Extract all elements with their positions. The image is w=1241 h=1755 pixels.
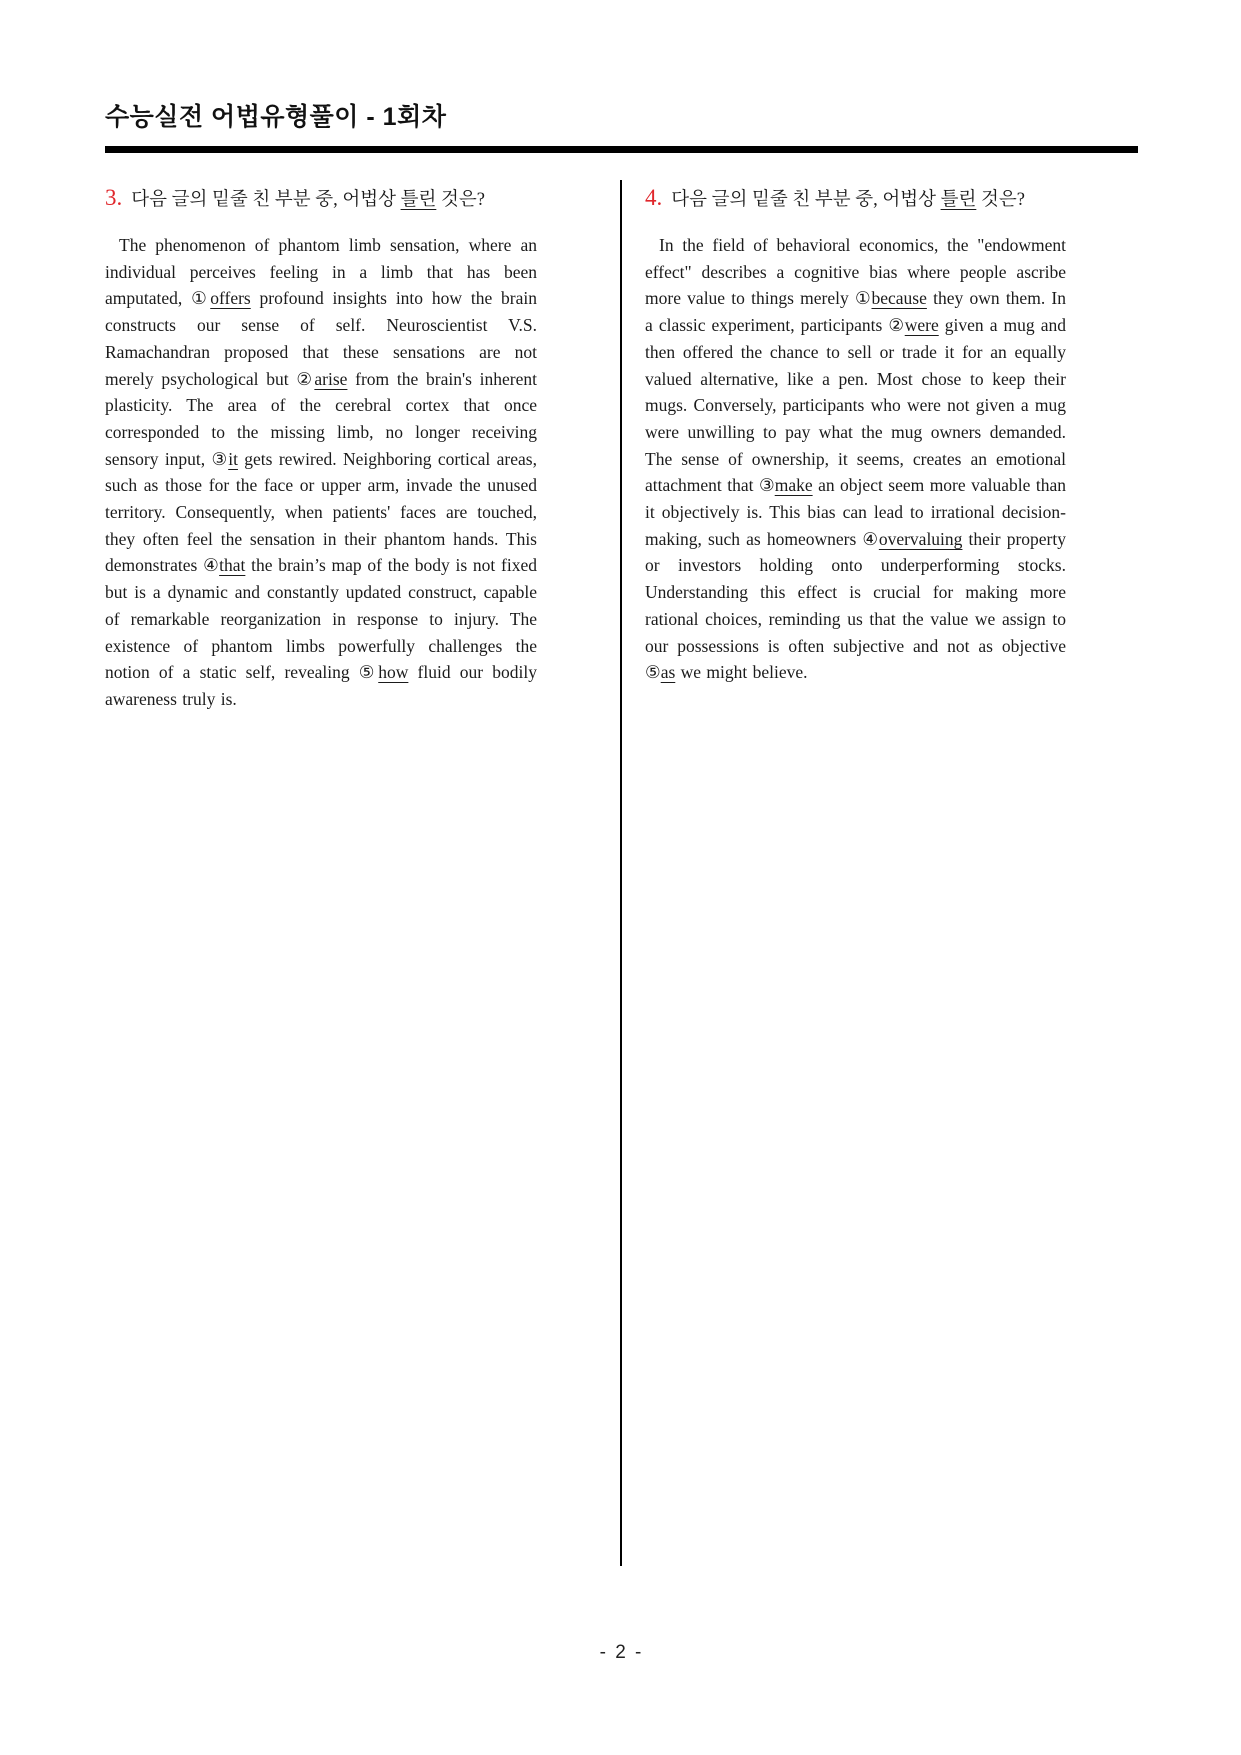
page-footer [105,1642,1138,1664]
page-title: 수능실전 어법유형풀이 - 1회차 [105,103,447,131]
question-3-prompt: 다음 글의 밑줄 친 부분 중, 어법상 틀린 것은? [131,190,485,210]
question-3-title [105,183,537,215]
column-divider [620,180,622,1566]
question-3-block [105,183,537,713]
question-4-passage: In the field of behavioral economics, the "endowment effect" describes a cognitive bias where people ascribe more value to things merely ①because they own them. In a classic experiment, participants ②were given a mug and then offered the chance to sell or trade it for an equally valued alternative, like a pen. Most chose to keep their mugs. Conversely, participants who were not given a mug were unwilling to pay what the mug owners demanded. The sense of ownership, it seems, creates an emotional attachment that ③make an object seem more valuable than it objectively is. This bias can lead to irrational decision-making, such as homeowners ④overvaluing their property or investors holding onto underperforming stocks. Understanding this effect is crucial for making more rational choices, reminding us that the value we assign to our possessions is often subjective and not as objective ⑤as we might believe. [645,235,1066,683]
question-3-passage: The phenomenon of phantom limb sensation, where an individual perceives feeling in a limb that has been amputated, ①offers profound insights into how the brain constructs our sense of self. Neuroscientist V.S. Ramachandran proposed that these sensations are not merely psychological but ②arise from the brain's inherent plasticity. The area of the cerebral cortex that once corresponded to the missing limb, no longer receiving sensory input, ③it gets rewired. Neighboring cortical areas, such as those for the face or upper arm, invade the unused territory. Consequently, when patients' faces are touched, they often feel the sensation in their phantom hands. This demonstrates ④that the brain’s map of the body is not fixed but is a dynamic and constantly updated construct, capable of remarkable reorganization in response to injury. The existence of phantom limbs powerfully challenges the notion of a static self, revealing ⑤how fluid our bodily awareness truly is. [105,235,537,709]
header-rule [105,146,1138,153]
question-4-title [645,183,1066,215]
question-4-block [645,183,1066,686]
question-3-number: 3. [105,185,123,210]
question-4-prompt: 다음 글의 밑줄 친 부분 중, 어법상 틀린 것은? [671,190,1025,210]
question-4-number: 4. [645,185,663,210]
page-number: - 2 - [599,1642,644,1663]
page-header [105,97,1138,153]
